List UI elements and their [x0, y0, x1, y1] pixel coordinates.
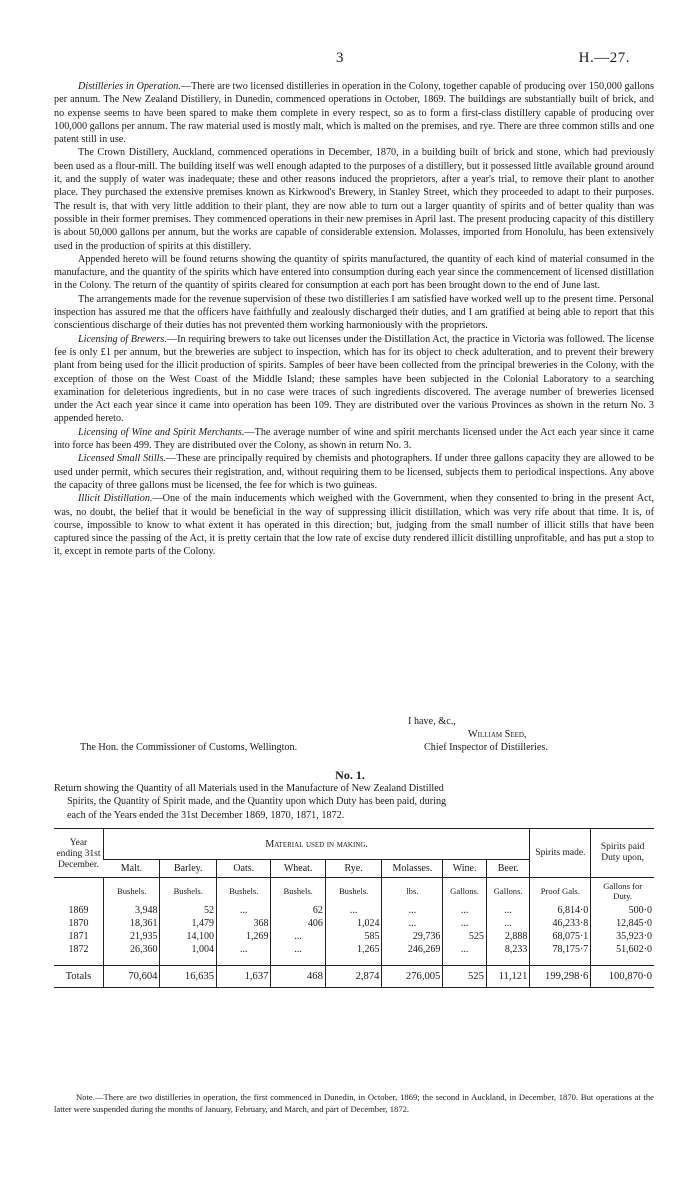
col-malt: Malt.	[120, 863, 143, 874]
paragraph-distilleries: Distilleries in Operation.—There are two licensed distilleries in operation in the Colony, together capable of producing over 150,000 gallons per annum. The New Zealand Distillery, in Dunedin, commenced operations in October, 1869. The buildings are substantially built of brick, and no expense seems to have been spared to make them complete in every respect, so as to form a first-class distillery capable of producing over 100,000 gallons per annum. The raw material used is mostly malt, which is malted on the premises, and rye. There are three common stills and one patent still in use.	[54, 81, 654, 146]
table-note: Note.—There are two distilleries in operation, the first commenced in Dunedin, in October, 1869; the second in Auckland, in December, 1870. But operations at the latter were suspended during the months of January, February, and March, and part of December, 1872.	[54, 1092, 654, 1114]
page-number: 3	[336, 50, 344, 66]
table-row: 1872 26,360 1,004 ... ... 1,265 246,269 ... 8,233 78,175·7 51,602·0	[68, 943, 652, 955]
signoff-addressee: The Hon. the Commissioner of Customs, Wellington.	[80, 742, 298, 753]
totals-row: Totals 70,604 16,635 1,637 468 2,874 276,005 525 11,121 199,298·6 100,870·0	[54, 966, 654, 988]
col-beer: Beer.	[486, 860, 530, 878]
paragraph-wine-merchants: Licensing of Wine and Spirit Merchants.—The average number of wine and spirit merchants licensed under the Act each year since it came into force has been 499. They are distributed over the Colony, as shown in return No. 3.	[54, 426, 654, 452]
document-reference: H.—27.	[578, 50, 630, 66]
paragraph-small-stills: Licensed Small Stills.—These are principally required by chemists and photographers. If under three gallons capacity they are allowed to be used under permit, which secures their registration, and, without requiring them to be licensed, subjects them to periodical inspections. Any above the capacity of three gallons must be licensed, the fee for which is two guineas.	[54, 453, 654, 491]
spirits-duty-header: Spirits paid Duty upon,	[591, 829, 654, 878]
table-row: 1871 21,935 14,100 1,269 ... 585 29,736 525 2,888 68,075·1 35,923·0	[68, 930, 652, 942]
report-body	[54, 80, 654, 559]
col-oats: Oats.	[217, 860, 271, 878]
material-group-header: Material used in making.	[103, 829, 530, 860]
table-row: 1869 3,948 52 ... 62 ... ... ... ... 6,814·0 500·0	[68, 904, 652, 916]
return-number: No. 1.	[335, 768, 365, 782]
paragraph-illicit-distillation: Illicit Distillation.—One of the main inducements which weighed with the Government, when they consented to bring in the present Act, was, no doubt, the belief that it would be beneficial in the way of suppressing illicit distillation, which was very rife about that time. It is, of course, impossible to know to what extent it has operated in this direction; but, judging from the small number of illicit stills that have been captured since the passing of the Act, it is pretty certain that the low rate of excise duty rendered illicit distilling unprofitable, and has put a stop to it, except in remote parts of the Colony.	[54, 493, 654, 558]
paragraph-brewers: Licensing of Brewers.—In requiring brewers to take out licenses under the Distillation Act, the practice in Victoria was followed. The license fee is only £1 per annum, but the breweries are subject to inspection, which has for its object to check adulteration, and to prevent their brewery plant from being used for the illicit production of spirits. Samples of beer have been collected from the principal breweries in the Colony, with the exception of those on the West Coast of the Middle Island; these samples have been subjected in the Colonial Laboratory to a searching examination for deleterious ingredients, but in no case were traces of such ingredients discovered. The average number of breweries licensed under the Act each year since it came into operation has been 109. They are distributed over the various Provinces as shown in the return No. 3 appended hereto.	[54, 333, 654, 425]
materials-table	[54, 828, 654, 988]
units-row: Bushels. Bushels. Bushels. Bushels. Bushels. lbs. Gallons. Gallons. Proof Gals. Gallons for Duty.	[54, 878, 654, 904]
col-molasses: Molasses.	[382, 860, 443, 878]
paragraph-supervision: The arrangements made for the revenue supervision of these two distilleries I am satisfied have worked well up to the present time. Personal inspection has assured me that the officers have faithfully and zealously discharged their duties, and I am gratified at being able to report that this conscientious discharge of their duties has not prevented them working harmoniously with the proprietors.	[54, 293, 654, 332]
return-title: Return showing the Quantity of all Materials used in the Manufacture of New Zealand Distilled Spirits, the Quantity of Spirit made, and the Quantity upon which Duty has been paid, during each of the Years ended the 31st December 1869, 1870, 1871, 1872.	[54, 783, 447, 821]
col-wheat: Wheat.	[271, 860, 325, 878]
signoff-name: William Seed,	[468, 729, 527, 740]
table-row: 1870 18,361 1,479 368 406 1,024 ... ... ... 46,233·8 12,845·0	[68, 917, 652, 929]
paragraph-crown-distillery: The Crown Distillery, Auckland, commenced operations in December, 1870, in a building built of brick and stone, which had previously been used as a flour-mill. The building itself was well enough adapted to the purposes of a distillery, but it possessed little available ground around it, and the supply of water was inadequate; these and other reasons induced the proprietors, after a year's trial, to remove their plant to another place. They purchased the extensive premises known as Kirkwood's Brewery, in Stanley Street, which they proceeded to adapt to their purposes. The result is, that with very little addition to their plant, they are now able to turn out a larger quantity of spirits and of better quality than was possible in their former premises. They commenced operations in their new premises in April last. The present producing capacity of this distillery is about 50,000 gallons per annum, but the works are capable of considerable extension. Molasses, imported from Honolulu, has been extensively used in the production of spirits at this distillery.	[54, 147, 654, 252]
paragraph-appended-returns: Appended hereto will be found returns showing the quantity of spirits manufactured, the quantity of each kind of material consumed in the manufacture, and the quantity of the spirits which have entered into consumption during each year since the commencement of licensed distillation in the Colony. The return of the quantity of spirits cleared for consumption at each port has been brought down to the end of June last.	[54, 253, 654, 292]
signoff-title: Chief Inspector of Distilleries.	[424, 742, 548, 753]
col-wine: Wine.	[443, 860, 487, 878]
spirits-made-header: Spirits made.	[530, 829, 591, 878]
signoff-greeting: I have, &c.,	[408, 716, 456, 727]
col-rye: Rye.	[325, 860, 382, 878]
col-barley: Barley.	[160, 860, 217, 878]
year-column-header: Year ending 31st December.	[56, 837, 101, 870]
